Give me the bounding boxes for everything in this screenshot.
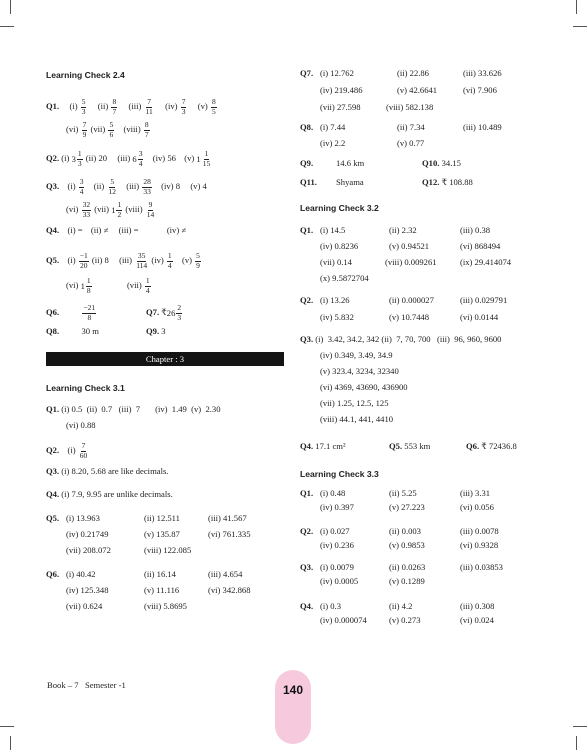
answer: (iii) 41.567 <box>208 513 247 523</box>
answer: (vi) 4369, 43690, 436900 <box>320 382 408 392</box>
crop-mark <box>573 726 587 727</box>
answer: (ix) 29.414074 <box>460 257 512 267</box>
answer: (vii) 27.598 <box>320 102 361 112</box>
answer: (ii) 0.000027 <box>389 295 434 305</box>
question-2: Q2. (i) $\frac{7}{60}$ <box>46 441 88 460</box>
question-4: Q4. 17.1 cm² <box>300 441 346 451</box>
answer: (iv) 2.2 <box>320 138 346 148</box>
question-4: Q4. (i) = (ii) ≠ (iii) = (iv) ≠ <box>46 225 187 235</box>
answer: (i) 7.44 <box>320 122 346 132</box>
question-3: Q3. (i) 3.42, 34.2, 342 (ii) 7, 70, 700 (iii) 96, 960, 9600 <box>300 334 502 344</box>
answer: (x) 9.5872704 <box>320 273 369 283</box>
answer: Shyama <box>336 177 364 187</box>
answer: (ii) 22.86 <box>397 68 429 78</box>
answer: (iii) 0.0078 <box>460 526 499 536</box>
answer: (v) 323.4, 3234, 32340 <box>320 366 399 376</box>
answer: (iii) 0.029791 <box>460 295 508 305</box>
footer-book-label: Book – 7 Semester -1 <box>47 680 126 690</box>
chapter-banner: Chapter : 3 <box>46 352 284 366</box>
answer: (vii) 0.624 <box>66 601 103 611</box>
answer: (i) 12.762 <box>320 68 354 78</box>
answer: (iii) 0.308 <box>460 601 495 611</box>
question-1: Q1. <box>300 488 314 498</box>
answer: (i) 0.3 <box>320 601 342 611</box>
answer: (vi) 761.335 <box>208 529 251 539</box>
answer: (iii) 3.31 <box>460 488 491 498</box>
question-1: Q1. (i) $\frac{5}{3}$ (ii) $\frac{8}{7}$ (iii) $\frac{7}{11}$ (iv) $\frac{7}{3}$ (v) $\frac{8}{5}$ <box>46 97 216 116</box>
answer: (iii) 4.654 <box>208 569 243 579</box>
answer: (iv) 0.8236 <box>320 241 359 251</box>
answer: (iv) 125.348 <box>66 585 109 595</box>
question-4: Q4. <box>300 601 314 611</box>
answer: (ii) 7.34 <box>397 122 425 132</box>
crop-mark <box>10 736 11 750</box>
question-5: Q5. 553 km <box>389 441 431 451</box>
answer: (iii) 0.38 <box>460 225 491 235</box>
page-number: 140 <box>282 683 304 697</box>
answer: (i) 0.027 <box>320 526 350 536</box>
answer: (i) 13.26 <box>320 295 350 305</box>
answer: 14.6 km <box>336 158 365 168</box>
answer: (viii) 122.085 <box>144 545 192 555</box>
question-7: Q7. ₹ 26 $\frac{2}{3}$ <box>146 303 182 322</box>
answer: (iii) 33.626 <box>463 68 502 78</box>
answer: (iii) 0.03853 <box>460 562 503 572</box>
answer: (viii) 44.1, 441, 4410 <box>320 414 394 424</box>
section-heading: Learning Check 3.3 <box>300 469 379 479</box>
question-1-row2: (vi) $\frac{7}{9}$ (vii) $\frac{5}{6}$ (viii) $\frac{8}{7}$ <box>66 120 149 139</box>
question-8: Q8. 30 m <box>46 326 99 336</box>
question-6: Q6. ₹ 72436.8 <box>466 441 517 451</box>
answer: (i) 13.963 <box>66 513 100 523</box>
question-9: Q9. 3 <box>146 326 166 336</box>
crop-mark <box>0 726 14 727</box>
question-1: Q1. (i) 0.5 (ii) 0.7 (iii) 7 (iv) 1.49 (v) 2.30 <box>46 404 221 414</box>
answer: (iv) 0.397 <box>320 502 354 512</box>
question-3: Q3. <box>300 562 314 572</box>
answer: (ii) 0.0263 <box>389 562 426 572</box>
answer: (vi) 868494 <box>460 241 501 251</box>
answer: (v) 0.77 <box>397 138 425 148</box>
answer: (iv) 0.349, 3.49, 34.9 <box>320 350 393 360</box>
question-1-row2: (vi) 0.88 <box>66 420 96 430</box>
answer: (vi) 0.9328 <box>460 540 499 550</box>
answer: (viii) 5.8695 <box>144 601 187 611</box>
answer: (iv) 5.832 <box>320 312 354 322</box>
question-3: Q3. (i) 8.20, 5.68 are like decimals. <box>46 466 169 476</box>
question-5: Q5. (i) $\frac{-1}{20}$ (ii) 8 (iii) $\frac{35}{114}$ (iv) $\frac{1}{4}$ (v) $\frac{5}{9}$ <box>46 251 200 270</box>
section-heading: Learning Check 3.2 <box>300 203 379 213</box>
page-number-tab <box>275 670 311 744</box>
answer: (vii) 0.14 <box>320 257 352 267</box>
answer: (i) 40.42 <box>66 569 96 579</box>
answer: (vi) 7.906 <box>463 85 497 95</box>
answer: (ii) 12.511 <box>144 513 180 523</box>
section-heading: Learning Check 3.1 <box>46 383 125 393</box>
question-11: Q11. <box>300 177 317 187</box>
answer: (v) 0.1289 <box>389 576 425 586</box>
answer: (iv) 0.21749 <box>66 529 109 539</box>
question-2: Q2. <box>300 526 314 536</box>
answer: (i) 14.5 <box>320 225 346 235</box>
question-1: Q1. <box>300 225 314 235</box>
answer: (ii) 0.003 <box>389 526 421 536</box>
answer: (v) 0.9853 <box>389 540 425 550</box>
answer: (iv) 0.000074 <box>320 615 367 625</box>
crop-mark <box>10 0 11 14</box>
question-8: Q8. <box>300 122 314 132</box>
question-7: Q7. <box>300 68 314 78</box>
answer: (v) 0.273 <box>389 615 421 625</box>
crop-mark <box>0 26 14 27</box>
answer: (i) 0.48 <box>320 488 346 498</box>
answer: (iii) 10.489 <box>463 122 502 132</box>
answer: (viii) 0.009261 <box>385 257 437 267</box>
answer: (iv) 0.0005 <box>320 576 359 586</box>
answer: (ii) 4.2 <box>389 601 413 611</box>
answer: (i) 0.0079 <box>320 562 354 572</box>
answer: (ii) 16.14 <box>144 569 176 579</box>
answer: (v) 42.6641 <box>397 85 438 95</box>
answer: (vi) 0.056 <box>460 502 494 512</box>
crop-mark <box>576 736 577 750</box>
answer: (ii) 2.32 <box>389 225 417 235</box>
answer: (vi) 342.868 <box>208 585 251 595</box>
answer: (vi) 0.0144 <box>460 312 499 322</box>
question-9: Q9. <box>300 158 314 168</box>
question-3-row2: (vi) $\frac{32}{33}$ (vii) 1 $\frac{1}{2}$ (viii) $\frac{9}{14}$ <box>66 200 155 219</box>
answer: (v) 27.223 <box>389 502 425 512</box>
answer: (v) 10.7448 <box>389 312 430 322</box>
answer: (vi) 0.024 <box>460 615 494 625</box>
crop-mark <box>573 26 587 27</box>
answer: (viii) 582.138 <box>386 102 434 112</box>
section-heading: Learning Check 2.4 <box>46 70 125 80</box>
question-6: Q6. $\frac{-21}{8}$ <box>46 303 96 322</box>
answer: (iv) 219.486 <box>320 85 363 95</box>
question-6: Q6. <box>46 569 60 579</box>
crop-mark <box>576 0 577 14</box>
answer: (ii) 5.25 <box>389 488 417 498</box>
answer: (vii) 208.072 <box>66 545 111 555</box>
answer: (iv) 0.236 <box>320 540 354 550</box>
question-3: Q3. (i) $\frac{3}{4}$ (ii) $\frac{5}{12}$ (iii) $\frac{28}{33}$ (iv) 8 (v) 4 <box>46 177 207 196</box>
question-4: Q4. (i) 7.9, 9.95 are unlike decimals. <box>46 489 173 499</box>
question-5-row2: (vi) 1 $\frac{1}{8}$ (vii) $\frac{1}{4}$ <box>66 276 150 295</box>
question-2: Q2. <box>300 295 314 305</box>
question-10: Q10. 34.15 <box>422 158 461 168</box>
answer: (vii) 1.25, 12.5, 125 <box>320 398 389 408</box>
question-12: Q12. ₹ 108.88 <box>422 177 473 187</box>
question-5: Q5. <box>46 513 60 523</box>
answer: (v) 11.116 <box>144 585 180 595</box>
answer: (v) 0.94521 <box>389 241 430 251</box>
question-2: Q2. (i) 3 $\frac{1}{3}$ (ii) 20 (iii) 6 $\frac{3}{4}$ (iv) 56 (v) 1 $\frac{1}{15}$ <box>46 149 211 168</box>
answer: (v) 135.87 <box>144 529 180 539</box>
